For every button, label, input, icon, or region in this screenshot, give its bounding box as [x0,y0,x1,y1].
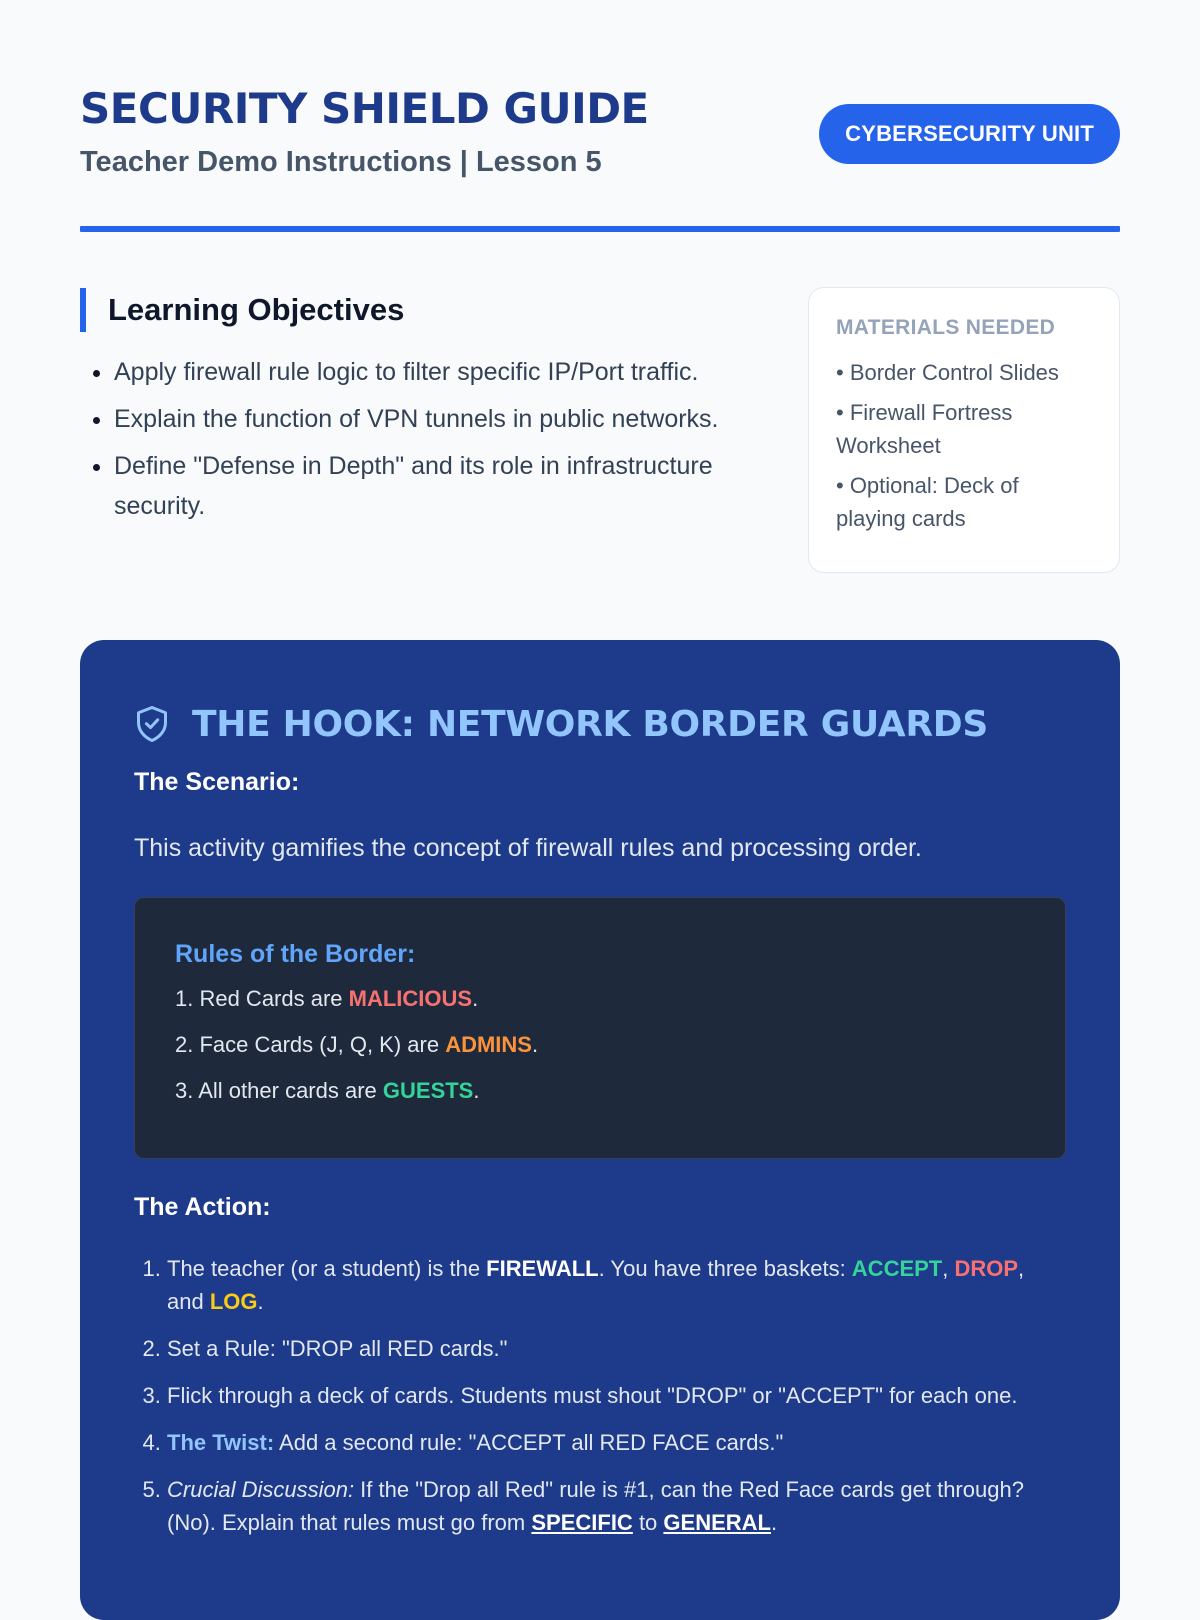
objective-item: • Define "Defense in Depth" and its role in infrastructure security. [114,446,760,526]
hook-card [80,640,1120,1620]
action-list [134,1252,1066,1539]
action-text: The teacher (or a student) is the [167,1256,487,1281]
action-text: . You have three baskets: [598,1256,852,1281]
materials-title: MATERIALS NEEDED [836,316,1056,339]
action-text: , and [167,1256,1025,1314]
page-subtitle: Teacher Demo Instructions | Lesson 5 [80,146,602,178]
action-item [167,1473,1066,1539]
rule-keyword: MALICIOUS [348,986,473,1011]
log-keyword: LOG [209,1289,258,1314]
rule-keyword: GUESTS [382,1078,474,1103]
objective-item: • Apply firewall rule logic to filter specific IP/Port traffic. [114,352,760,392]
discussion-label: Crucial Discussion: [167,1477,355,1502]
header-divider [80,226,1120,232]
drop-keyword: DROP [954,1256,1019,1281]
action-text: , [942,1256,955,1281]
action-label: The Action: [134,1193,271,1221]
rule-text: 1. Red Cards are [175,986,349,1011]
rule-item [175,1075,1025,1107]
scenario-text: This activity gamifies the concept of firewall rules and processing order. [134,834,922,862]
action-item [167,1426,1066,1459]
action-text: Add a second rule: "ACCEPT all RED FACE cards." [274,1430,784,1455]
rule-text: 2. Face Cards (J, Q, K) are [175,1032,446,1057]
rule-text: 3. All other cards are [175,1078,383,1103]
rule-end: . [472,986,479,1011]
action-text: . [257,1289,264,1314]
scenario-label: The Scenario: [134,768,300,796]
action-text: . [770,1510,778,1535]
top-row [80,234,1120,634]
hook-heading [134,694,1066,754]
learning-objectives [80,288,760,533]
rule-end: . [473,1078,480,1103]
accept-keyword: ACCEPT [851,1256,943,1281]
action-text: If the "Drop all Red" rule is #1, can the Red Face cards get through? (No). Explain that rules must go from [167,1477,1024,1535]
rule-end: . [531,1032,539,1057]
rules-box [134,897,1066,1159]
header [80,0,1120,234]
materials-item: • Border Control Slides [836,360,1059,385]
action-item: 3. Flick through a deck of cards. Students must shout "DROP" or "ACCEPT" for each one. [167,1379,1066,1412]
objective-item: • Explain the function of VPN tunnels in public networks. [114,399,760,439]
materials-card [808,287,1120,573]
rule-item [175,1029,1025,1061]
action-item: 2. Set a Rule: "DROP all RED cards." [167,1332,1066,1365]
action-item [167,1252,1066,1318]
general-keyword: GENERAL [663,1510,771,1535]
specific-keyword: SPECIFIC [531,1510,633,1535]
rules-title: Rules of the Border: [175,940,416,968]
rule-item [175,983,1025,1015]
firewall-keyword: FIREWALL [486,1256,599,1281]
materials-item: • Optional: Deck of playing cards [836,473,1019,531]
objectives-heading: Learning Objectives [80,288,760,332]
objectives-list [80,352,760,526]
twist-label: The Twist: [167,1430,275,1455]
page-title: SECURITY SHIELD GUIDE [80,84,649,133]
shield-check-icon [134,704,170,744]
unit-badge: CYBERSECURITY UNIT [819,104,1120,164]
materials-item: • Firewall Fortress Worksheet [836,400,1013,458]
action-text: to [632,1510,664,1535]
hook-title: THE HOOK: NETWORK BORDER GUARDS [192,703,988,745]
rule-keyword: ADMINS [445,1032,532,1057]
